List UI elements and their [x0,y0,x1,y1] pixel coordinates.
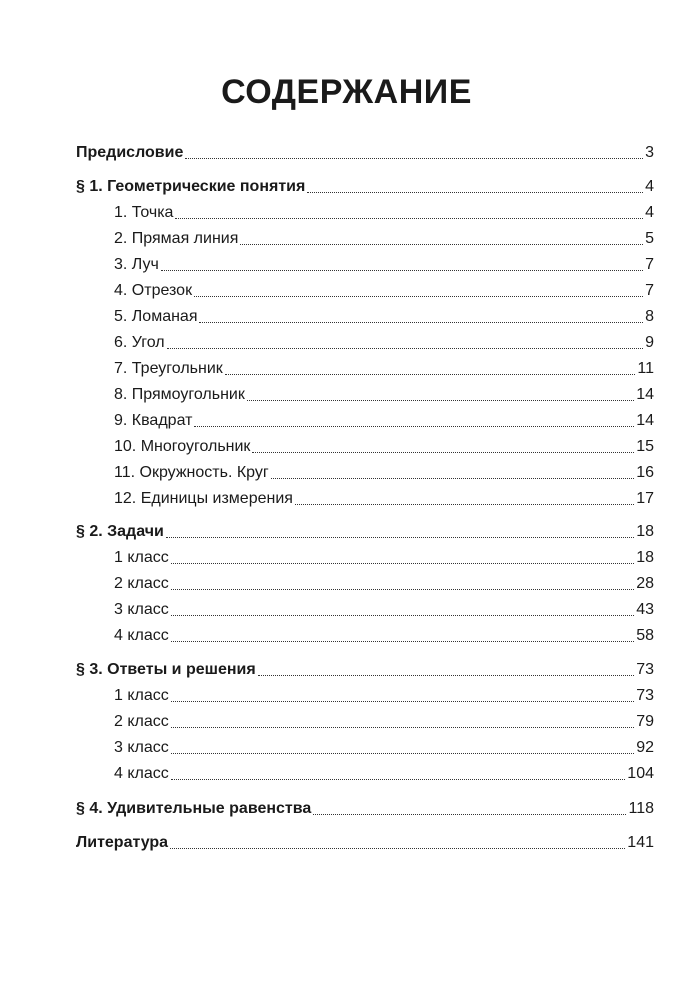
dot-leader [185,158,643,159]
toc-subentry[interactable] [114,200,654,226]
dot-leader [170,848,625,849]
toc-subentry[interactable] [114,330,654,356]
toc-subentry[interactable] [114,571,654,597]
toc-entry-page: 8 [645,308,654,325]
toc-subentry[interactable] [114,683,654,709]
toc-entry-label: 1. Точка [114,204,174,221]
toc-entry-label: 3 класс [114,601,169,618]
dot-leader [171,615,634,616]
dot-leader [252,452,634,453]
toc-subentry[interactable] [114,226,654,252]
toc-entry-page: 73 [636,661,654,678]
toc-entry-label: 7. Треугольник [114,360,223,377]
toc-entry-page: 11 [637,360,654,377]
toc-entry-label: 2 класс [114,713,169,730]
toc-entry-label: § 2. Задачи [76,523,164,540]
toc-subentry[interactable] [114,408,654,434]
toc-entry-page: 141 [627,834,654,851]
dot-leader [295,504,634,505]
toc-subentry[interactable] [114,252,654,278]
toc-entry-page: 18 [636,549,654,566]
toc-subentry[interactable] [114,382,654,408]
toc-subentry[interactable] [114,356,654,382]
toc-entry-label: § 3. Ответы и решения [76,661,256,678]
toc-entry-page: 14 [636,412,654,429]
dot-leader [161,270,643,271]
dot-leader [171,779,626,780]
toc-subentry[interactable] [114,623,654,649]
toc-entry-page: 15 [636,438,654,455]
dot-leader [258,675,635,676]
toc-entry-page: 43 [636,601,654,618]
dot-leader [225,374,636,375]
dot-leader [313,814,626,815]
toc-entry-label: 3. Луч [114,256,159,273]
toc-entry-label: 4 класс [114,627,169,644]
toc-entry-label: 4. Отрезок [114,282,193,299]
toc-subentry[interactable] [114,486,654,512]
toc-entry-page: 9 [645,334,654,351]
dot-leader [240,244,643,245]
toc-entry-label: Предисловие [76,144,184,161]
toc-entry-section-3[interactable] [76,657,654,683]
dot-leader [194,296,643,297]
dot-leader [171,701,634,702]
toc-entry-page: 3 [645,144,654,161]
toc-subentry[interactable] [114,735,654,761]
toc-entry-label: 9. Квадрат [114,412,193,429]
dot-leader [171,727,634,728]
dot-leader [194,426,634,427]
dot-leader [247,400,634,401]
toc-entry-label: 3 класс [114,739,169,756]
toc-entry-page: 7 [645,282,654,299]
toc-entry-page: 18 [636,523,654,540]
toc-entry-label: 6. Угол [114,334,165,351]
toc-entry-label: 2. Прямая линия [114,230,239,247]
toc-entry-label: 12. Единицы измерения [114,490,293,507]
toc-entry-page: 92 [636,739,654,756]
toc-entry-page: 4 [645,204,654,221]
toc-entry-page: 7 [645,256,654,273]
dot-leader [171,589,634,590]
toc-entry-section-1[interactable] [76,174,654,200]
toc-entry-section-4[interactable] [76,796,654,822]
toc-entry-page: 16 [636,464,654,481]
toc-subentry[interactable] [114,304,654,330]
dot-leader [271,478,634,479]
toc-entry-label: § 1. Геометрические понятия [76,178,306,195]
toc-entry-page: 79 [636,713,654,730]
toc-entry-page: 118 [628,800,654,817]
dot-leader [199,322,643,323]
toc-subentry[interactable] [114,460,654,486]
toc-entry-page: 4 [645,178,654,195]
toc-entry-preface[interactable] [76,140,654,166]
toc-entry-page: 28 [636,575,654,592]
toc-subentry[interactable] [114,761,654,787]
toc-entry-label: 5. Ломаная [114,308,198,325]
dot-leader [307,192,643,193]
toc-entry-label: § 4. Удивительные равенства [76,800,312,817]
toc-entry-page: 104 [627,765,654,782]
toc-entry-label: 2 класс [114,575,169,592]
toc-entry-label: 10. Многоугольник [114,438,251,455]
toc-entry-section-2[interactable] [76,519,654,545]
toc-entry-label: 8. Прямоугольник [114,386,245,403]
toc-entry-page: 17 [636,490,654,507]
toc-subentry[interactable] [114,545,654,571]
toc-entry-page: 58 [636,627,654,644]
toc-entry-page: 14 [636,386,654,403]
toc-entry-label: 1 класс [114,549,169,566]
toc-subentry[interactable] [114,709,654,735]
dot-leader [171,753,634,754]
toc-entry-page: 73 [636,687,654,704]
page-title: СОДЕРЖАНИЕ [221,73,472,111]
toc-entry-label: 4 класс [114,765,169,782]
dot-leader [171,563,634,564]
dot-leader [167,348,643,349]
dot-leader [166,537,634,538]
toc-subentry[interactable] [114,434,654,460]
toc-entry-page: 5 [645,230,654,247]
toc-entry-literature[interactable] [76,830,654,856]
toc-subentry[interactable] [114,597,654,623]
dot-leader [171,641,634,642]
toc-subentry[interactable] [114,278,654,304]
toc-entry-label: 1 класс [114,687,169,704]
dot-leader [175,218,643,219]
toc-entry-label: Литература [76,834,169,851]
toc-entry-label: 11. Окружность. Круг [114,464,269,481]
